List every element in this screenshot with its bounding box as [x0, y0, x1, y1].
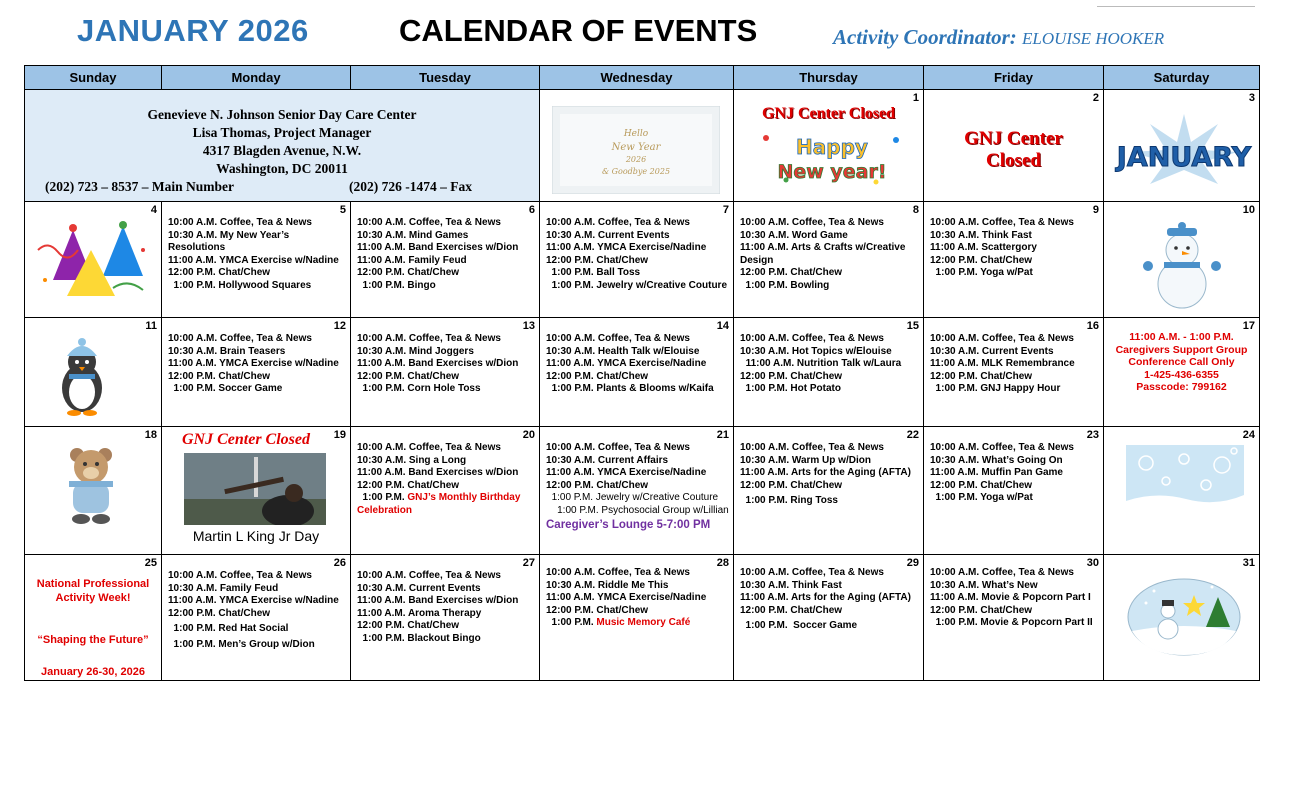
event-item: 12:00 P.M. Chat/Chew [740, 370, 843, 382]
note-line: Conference Call Only [1128, 356, 1235, 368]
note-line: 1-425-436-6355 [1144, 368, 1219, 381]
day-number: 21 [716, 429, 729, 441]
center-name: Genevieve N. Johnson Senior Day Care Center [147, 107, 417, 122]
event-item: 10:00 A.M. Coffee, Tea & News [546, 333, 690, 344]
event-item: 10:30 A.M. What’s New [930, 579, 1038, 591]
day-number: 6 [528, 204, 535, 216]
day-header-sunday: Sunday [25, 66, 162, 90]
day-cell-4 [25, 202, 162, 318]
event-item: 1:00 P.M. Jewelry w/Creative Couture [546, 279, 728, 291]
snow-globe-image [1122, 573, 1246, 657]
mlk-day-caption: Martin L King Jr Day [192, 528, 320, 544]
event-item: 1:00 P.M. Soccer Game [740, 620, 858, 631]
weekday-header-row [25, 66, 1260, 90]
event-list [740, 567, 920, 633]
day-cell-7 [540, 202, 734, 318]
day-number: 19 [333, 429, 346, 441]
day-number: 5 [339, 204, 346, 216]
event-item: 11:00 A.M. Muffin Pan Game [930, 467, 1063, 478]
event-item: 10:00 A.M. Coffee, Tea & News [546, 217, 690, 228]
caregivers-support-note [1104, 331, 1259, 394]
event-item: 10:00 A.M. Coffee, Tea & News [930, 217, 1074, 228]
day-number: 30 [1086, 557, 1099, 569]
day-cell-30 [924, 555, 1104, 681]
event-list [740, 333, 920, 396]
day-cell-18 [25, 427, 162, 555]
day-number: 27 [522, 557, 535, 569]
event-list [168, 570, 347, 651]
event-item: 12:00 P.M. Chat/Chew [930, 604, 1033, 616]
event-item: 11:00 A.M. Aroma Therapy [357, 607, 482, 619]
event-item: 11:00 A.M. Band Exercises w/Dion [357, 358, 519, 369]
center-closed-label [924, 128, 1103, 172]
day-number: 7 [722, 204, 729, 216]
event-item: 12:00 P.M. Chat/Chew [357, 267, 460, 278]
day-number: 4 [150, 204, 157, 216]
day-cell-20 [351, 427, 540, 555]
event-item: 12:00 P.M. Chat/Chew [357, 620, 460, 631]
coordinator-name: ELOUISE HOOKER [1022, 29, 1165, 48]
day-cell-5 [162, 202, 351, 318]
event-item: 11:00 A.M. YMCA Exercise w/Nadine [168, 595, 339, 606]
day-number: 1 [912, 92, 919, 104]
day-cell-19 [162, 427, 351, 555]
event-item: 11:00 A.M. Scattergory [930, 242, 1037, 253]
center-manager: Lisa Thomas, Project Manager [192, 125, 372, 140]
event-item: 1:00 P.M. Hollywood Squares [168, 279, 312, 291]
event-item: 10:30 A.M. Current Events [357, 582, 481, 594]
event-time: 1:00 P.M. [357, 492, 408, 503]
event-item: 10:30 A.M. Mind Games [357, 229, 469, 241]
event-item [357, 492, 536, 517]
day-number: 10 [1242, 204, 1255, 216]
event-item: 12:00 P.M. Chat/Chew [930, 370, 1033, 382]
event-item: 10:00 A.M. Coffee, Tea & News [357, 570, 501, 581]
event-item: 12:00 P.M. Chat/Chew [168, 607, 271, 619]
week-row [25, 90, 1260, 202]
event-item: 10:30 A.M. Family Feud [168, 582, 279, 594]
event-item: 10:00 A.M. Coffee, Tea & News [168, 217, 312, 228]
card-text-3: 2026 [625, 155, 647, 164]
day-header-thursday: Thursday [734, 66, 924, 90]
activity-week-title: National Professional Activity Week! [36, 578, 150, 604]
day-number: 25 [144, 557, 157, 569]
month-title: JANUARY 2026 [77, 13, 309, 48]
event-time: 1:00 P.M. [546, 617, 597, 628]
event-item: 12:00 P.M. Chat/Chew [168, 267, 271, 278]
activity-week-slogan: “Shaping the Future” [37, 634, 149, 646]
calendar-title: CALENDAR OF EVENTS [399, 13, 758, 48]
event-item: 11:00 A.M. Band Exercises w/Dion [357, 595, 519, 606]
week-row [25, 318, 1260, 427]
day-cell-29 [734, 555, 924, 681]
event-list [168, 217, 347, 292]
center-phone-main: (202) 723 – 8537 – Main Number [45, 179, 234, 194]
event-item: 10:00 A.M. Coffee, Tea & News [357, 442, 501, 453]
event-item: 1:00 P.M. Corn Hole Toss [357, 383, 481, 394]
event-item: 11:00 A.M. MLK Remembrance [930, 358, 1075, 369]
note-line: 11:00 A.M. - 1:00 P.M. [1129, 331, 1234, 343]
day-number: 20 [522, 429, 535, 441]
day-header-saturday: Saturday [1104, 66, 1260, 90]
event-item: 11:00 A.M. YMCA Exercise w/Nadine [168, 358, 339, 369]
event-list [357, 442, 536, 517]
event-item: 10:30 A.M. Health Talk w/Elouise [546, 345, 700, 357]
event-item: 12:00 P.M. Chat/Chew [930, 479, 1033, 491]
day-header-friday: Friday [924, 66, 1104, 90]
winter-bear-image [55, 443, 127, 525]
event-item: 10:30 A.M. Word Game [740, 229, 848, 241]
art-text-new-year: New year! [777, 161, 887, 183]
day-cell-22 [734, 427, 924, 555]
day-cell-3 [1104, 90, 1260, 202]
event-list [930, 217, 1100, 280]
party-hats-image [33, 220, 153, 300]
event-item: 10:30 A.M. Current Events [546, 229, 670, 241]
birthday-celebration: GNJ’s Monthly Birthday Celebration [357, 492, 521, 516]
event-item: 10:00 A.M. Coffee, Tea & News [930, 567, 1074, 578]
event-item: 12:00 P.M. Chat/Chew [740, 604, 843, 616]
activity-week-dates: January 26-30, 2026 [41, 666, 145, 678]
note-line: Passcode: 799162 [1136, 381, 1227, 393]
event-item: 1:00 P.M. GNJ Happy Hour [930, 383, 1061, 394]
event-item: 1:00 P.M. Bowling [740, 279, 830, 291]
day-number: 12 [333, 320, 346, 332]
event-item: 10:00 A.M. Coffee, Tea & News [930, 442, 1074, 453]
event-item: 11:00 A.M. Band Exercises w/Dion [357, 242, 519, 253]
event-list [357, 570, 536, 645]
event-item: 12:00 P.M. Chat/Chew [546, 370, 649, 382]
event-item: 10:00 A.M. Coffee, Tea & News [740, 217, 884, 228]
event-list [740, 217, 920, 292]
event-item: 12:00 P.M. Chat/Chew [546, 479, 649, 491]
art-text-january: JANUARY [1116, 142, 1252, 173]
event-item: 1:00 P.M. Red Hat Social [168, 623, 289, 634]
coordinator-label: Activity Coordinator [833, 25, 1010, 49]
event-item: 10:30 A.M. Current Events [930, 345, 1054, 357]
day-number: 23 [1086, 429, 1099, 441]
event-item: 10:30 A.M. Riddle Me This [546, 579, 669, 591]
week-row [25, 555, 1260, 681]
day-number: 31 [1242, 557, 1255, 569]
day-cell-8 [734, 202, 924, 318]
day-number: 28 [716, 557, 729, 569]
day-header-wednesday: Wednesday [540, 66, 734, 90]
center-address-1: 4317 Blagden Avenue, N.W. [202, 143, 362, 158]
event-item: 11:00 A.M. Nutrition Talk w/Laura [740, 358, 902, 369]
day-cell-9 [924, 202, 1104, 318]
calendar-grid [24, 65, 1260, 681]
event-item [546, 617, 730, 630]
day-cell-1 [734, 90, 924, 202]
day-cell-13 [351, 318, 540, 427]
day-cell-23 [924, 427, 1104, 555]
event-list [930, 567, 1100, 630]
day-header-monday: Monday [162, 66, 351, 90]
event-item: 12:00 P.M. Chat/Chew [930, 254, 1033, 266]
day-number: 22 [906, 429, 919, 441]
event-item: 11:00 A.M. Arts & Crafts w/Creative Design [740, 242, 906, 266]
event-item: 10:00 A.M. Coffee, Tea & News [546, 567, 690, 578]
event-item: 1:00 P.M. Psychosocial Group w/Lillian [546, 504, 729, 516]
center-info [25, 106, 539, 196]
event-item: 10:30 A.M. Think Fast [930, 229, 1032, 241]
caregivers-lounge: Caregiver’s Lounge 5-7:00 PM [546, 519, 711, 531]
event-item: 1:00 P.M. Jewelry w/Creative Couture [546, 492, 719, 503]
day-number: 9 [1092, 204, 1099, 216]
event-item: 11:00 A.M. Family Feud [357, 254, 467, 266]
center-closed-label: GNJ Center Closed [761, 105, 896, 122]
event-item: 12:00 P.M. Chat/Chew [740, 267, 843, 278]
event-item: 10:00 A.M. Coffee, Tea & News [168, 333, 312, 344]
art-text-happy: Happy [796, 135, 868, 159]
day-cell-12 [162, 318, 351, 427]
event-list [357, 217, 536, 292]
event-item: 11:00 A.M. YMCA Exercise/Nadine [546, 592, 707, 603]
day-cell-25 [25, 555, 162, 681]
event-list [930, 442, 1100, 505]
event-item: 10:30 A.M. Current Affairs [546, 454, 669, 466]
event-item: 10:30 A.M. Warm Up w/Dion [740, 454, 871, 466]
event-item: 10:00 A.M. Coffee, Tea & News [740, 567, 884, 578]
day-cell-2 [924, 90, 1104, 202]
event-item: 11:00 A.M. Arts for the Aging (AFTA) [740, 592, 911, 603]
day-number: 26 [333, 557, 346, 569]
event-item: 1:00 P.M. Ball Toss [546, 267, 641, 278]
week-row [25, 427, 1260, 555]
snowman-image [1140, 218, 1224, 310]
january-word-art-image [1114, 112, 1254, 188]
center-info-cell [25, 90, 540, 202]
closed-line-1: GNJ Center [964, 128, 1063, 149]
event-item: 1:00 P.M. Men’s Group w/Dion [168, 638, 315, 650]
event-item: 11:00 A.M. YMCA Exercise/Nadine [546, 242, 707, 253]
event-item: 10:00 A.M. Coffee, Tea & News [357, 333, 501, 344]
event-item: 1:00 P.M. Hot Potato [740, 383, 841, 394]
snowflakes-image [1126, 445, 1244, 517]
mlk-photo-image [184, 453, 326, 525]
top-rule [1097, 6, 1255, 7]
event-item: 10:30 A.M. Think Fast [740, 579, 842, 591]
event-item: 1:00 P.M. Yoga w/Pat [930, 267, 1033, 278]
day-number: 18 [144, 429, 157, 441]
event-list [546, 567, 730, 630]
day-number: 17 [1242, 320, 1255, 332]
event-item: 1:00 P.M. Movie & Popcorn Part II [930, 617, 1093, 628]
coordinator: Activity Coordinator: ELOUISE HOOKER [833, 25, 1165, 49]
day-number: 29 [906, 557, 919, 569]
event-item: 10:00 A.M. Coffee, Tea & News [357, 217, 501, 228]
event-item: 1:00 P.M. Soccer Game [168, 383, 283, 394]
center-closed-label: GNJ Center Closed [182, 431, 310, 448]
event-list [168, 333, 347, 396]
week-row [25, 202, 1260, 318]
event-item: 10:30 A.M. My New Year’s Resolutions [168, 229, 290, 253]
day-number: 2 [1092, 92, 1099, 104]
event-item: 10:00 A.M. Coffee, Tea & News [168, 570, 312, 581]
day-cell-blank [540, 90, 734, 202]
event-item: 11:00 A.M. Band Exercises w/Dion [357, 467, 519, 478]
event-item: 1:00 P.M. Blackout Bingo [357, 632, 481, 644]
event-item: 12:00 P.M. Chat/Chew [357, 479, 460, 491]
day-cell-28 [540, 555, 734, 681]
music-memory-cafe: Music Memory Café [596, 617, 691, 628]
event-item: 10:30 A.M. Hot Topics w/Elouise [740, 345, 892, 357]
event-item: 12:00 P.M. Chat/Chew [546, 604, 649, 616]
day-cell-6 [351, 202, 540, 318]
event-item: 10:30 A.M. What’s Going On [930, 454, 1063, 466]
event-item: 11:00 A.M. Arts for the Aging (AFTA) [740, 467, 911, 478]
center-address-2: Washington, DC 20011 [216, 161, 348, 176]
day-number: 14 [716, 320, 729, 332]
event-item: 12:00 P.M. Chat/Chew [357, 370, 460, 382]
day-cell-15 [734, 318, 924, 427]
event-list [546, 217, 730, 292]
day-cell-21 [540, 427, 734, 555]
event-item: 11:00 A.M. YMCA Exercise w/Nadine [168, 254, 339, 266]
event-item: 11:00 A.M. Movie & Popcorn Part I [930, 592, 1091, 603]
day-number: 11 [145, 320, 157, 332]
day-header-tuesday: Tuesday [351, 66, 540, 90]
event-item: 11:00 A.M. YMCA Exercise/Nadine [546, 467, 707, 478]
day-number: 15 [906, 320, 919, 332]
event-list [357, 333, 536, 396]
event-item: 1:00 P.M. Yoga w/Pat [930, 492, 1033, 503]
event-item: 1:00 P.M. Bingo [357, 279, 436, 291]
note-line: Caregivers Support Group [1115, 343, 1248, 356]
event-item: 1:00 P.M. Plants & Blooms w/Kaifa [546, 383, 714, 394]
event-item: 10:00 A.M. Coffee, Tea & News [740, 442, 884, 453]
day-number: 13 [522, 320, 535, 332]
day-cell-26 [162, 555, 351, 681]
day-cell-31 [1104, 555, 1260, 681]
day-cell-17 [1104, 318, 1260, 427]
event-item: 10:30 A.M. Sing a Long [357, 454, 467, 466]
card-text-4: & Goodbye 2025 [601, 167, 671, 176]
day-number: 8 [912, 204, 919, 216]
day-cell-24 [1104, 427, 1260, 555]
event-list [740, 442, 920, 508]
day-cell-14 [540, 318, 734, 427]
closed-line-2: Closed [986, 150, 1041, 171]
event-item: 12:00 P.M. Chat/Chew [168, 370, 271, 382]
day-number: 3 [1248, 92, 1255, 104]
event-item: 10:30 A.M. Brain Teasers [168, 345, 286, 357]
event-list [930, 333, 1100, 396]
event-list [546, 442, 730, 532]
event-item: 12:00 P.M. Chat/Chew [546, 254, 649, 266]
event-item: 10:00 A.M. Coffee, Tea & News [930, 333, 1074, 344]
happy-new-year-image [756, 128, 908, 188]
event-item: 10:30 A.M. Mind Joggers [357, 345, 474, 357]
event-item: 10:00 A.M. Coffee, Tea & News [546, 442, 690, 453]
day-cell-16 [924, 318, 1104, 427]
day-number: 24 [1242, 429, 1255, 441]
new-year-card-image [552, 106, 720, 194]
event-item: 1:00 P.M. Ring Toss [740, 495, 838, 506]
event-list [546, 333, 730, 396]
center-phone-fax: (202) 726 -1474 – Fax [349, 179, 472, 194]
day-cell-10 [1104, 202, 1260, 318]
day-cell-27 [351, 555, 540, 681]
event-item: 11:00 A.M. YMCA Exercise/Nadine [546, 358, 707, 369]
card-text-1: Hello [623, 129, 649, 139]
card-text-2: New Year [611, 142, 661, 153]
day-cell-11 [25, 318, 162, 427]
event-item: 10:00 A.M. Coffee, Tea & News [740, 333, 884, 344]
event-item: 12:00 P.M. Chat/Chew [740, 479, 843, 491]
penguin-image [47, 338, 117, 418]
day-number: 16 [1086, 320, 1099, 332]
